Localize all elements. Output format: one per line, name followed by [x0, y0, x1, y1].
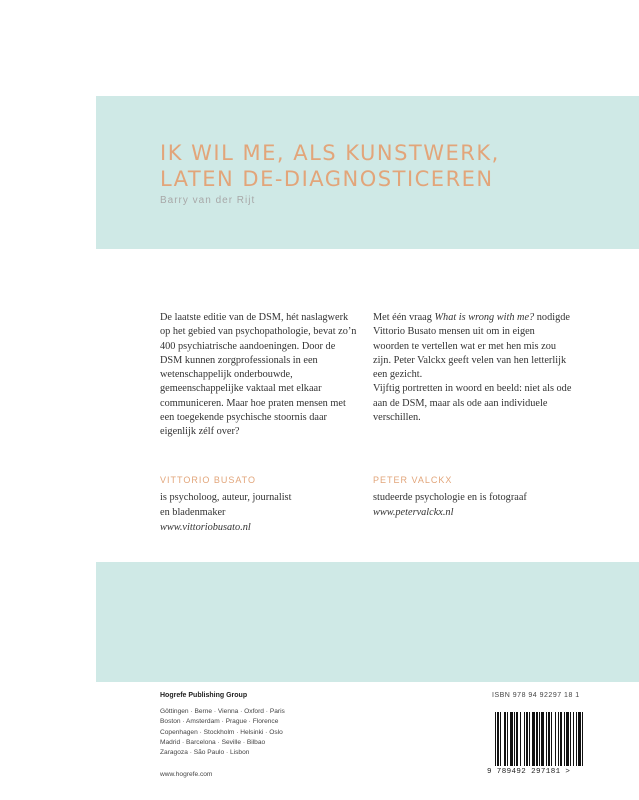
bio-left-line1: is psycholoog, auteur, journalist — [160, 492, 292, 503]
title-line-1: IK WIL ME, ALS KUNSTWERK, — [160, 141, 500, 165]
barcode-bar — [548, 712, 550, 766]
cities-line-2: Boston · Amsterdam · Prague · Florence — [160, 718, 279, 726]
barcode-bar — [507, 712, 508, 766]
barcode-bar — [578, 712, 581, 766]
barcode-bar — [555, 712, 556, 766]
barcode-bar — [514, 712, 515, 766]
barcode-bar — [564, 712, 565, 766]
blurb-right-part3: Vijftig portretten in woord en beeld: niet als ode aan de DSM, maar als ode aan individuele verschillen. — [373, 383, 572, 424]
barcode-bar — [558, 712, 559, 766]
barcode-bar — [576, 712, 577, 766]
barcode-bar — [497, 712, 499, 766]
blurb-right-part1: Met één vraag — [373, 312, 435, 323]
barcode-bar — [539, 712, 540, 766]
barcode-bar — [516, 712, 518, 766]
title-line-2: LATEN DE-DIAGNOSTICEREN — [160, 167, 494, 191]
barcode-bar — [560, 712, 562, 766]
blurb-right-paragraph — [373, 311, 573, 382]
barcode-bar — [536, 712, 538, 766]
barcode-bars — [481, 708, 639, 768]
bio-left-url[interactable]: www.vittoriobusato.nl — [160, 522, 251, 533]
barcode — [481, 708, 639, 778]
bio-right-url[interactable]: www.petervalckx.nl — [373, 507, 454, 518]
blurb-right-question: What is wrong with me? — [434, 312, 535, 323]
blurb-right-part2: nodigde Vittorio Busato mensen uit om in eigen woorden te vertellen wat er met hen mis zou zijn. Peter Valckx geeft velen van hen letterlijk een gezicht. — [373, 312, 570, 381]
barcode-bar — [510, 712, 513, 766]
publisher-cities — [160, 707, 330, 758]
bio-vittorio — [160, 473, 360, 535]
barcode-bar — [526, 712, 528, 766]
cities-line-1: Göttingen · Berne · Vienna · Oxford · Paris — [160, 708, 285, 715]
bio-peter — [373, 473, 573, 520]
cities-line-3: Copenhagen · Stockholm · Helsinki · Oslo — [160, 728, 283, 736]
isbn-text: ISBN 978 94 92297 18 1 — [492, 692, 580, 699]
publisher-name: Hogrefe Publishing Group — [160, 692, 248, 699]
barcode-bar — [570, 712, 571, 766]
publisher-website[interactable]: www.hogrefe.com — [160, 771, 213, 778]
barcode-bar — [529, 712, 530, 766]
blurb-right-column — [373, 311, 573, 425]
barcode-bar — [551, 712, 552, 766]
bio-left-name: VITTORIO BUSATO — [160, 475, 257, 485]
bio-left-line2: en bladenmaker — [160, 507, 226, 518]
bottom-color-band — [96, 562, 639, 682]
barcode-bar — [504, 712, 506, 766]
barcode-bar — [532, 712, 535, 766]
barcode-bar — [582, 712, 583, 766]
barcode-bar — [500, 712, 501, 766]
barcode-bar — [520, 712, 521, 766]
barcode-bar — [541, 712, 544, 766]
barcode-bar — [495, 712, 496, 766]
author-name: Barry van der Rijt — [160, 195, 256, 206]
bio-right-line1: studeerde psychologie en is fotograaf — [373, 492, 527, 503]
blurb-left-text: De laatste editie van de DSM, hét naslagwerk op het gebied van psychopathologie, bevat zo’n 400 psychiatrische aandoeningen. Door de DSM kunnen zorgprofessionals in een wetenschappelijk onderbouwde, gemeenschappelijke vaktaal met elkaar communiceren. Maar hoe praten mensen met een toegekende psychische stoornis daar eigenlijk zélf over? — [160, 312, 357, 438]
barcode-bar — [546, 712, 547, 766]
cities-line-4: Madrid · Barcelona · Seville · Bilbao — [160, 738, 266, 746]
blurb-left-column — [160, 311, 360, 440]
barcode-bar — [566, 712, 569, 766]
book-title — [160, 140, 500, 192]
barcode-bar — [573, 712, 574, 766]
cities-line-5: Zaragoza · São Paulo · Lisbon — [160, 749, 250, 757]
bio-right-name: PETER VALCKX — [373, 475, 453, 485]
barcode-bar — [524, 712, 525, 766]
barcode-number: 9 789492 297181 > — [487, 768, 571, 776]
